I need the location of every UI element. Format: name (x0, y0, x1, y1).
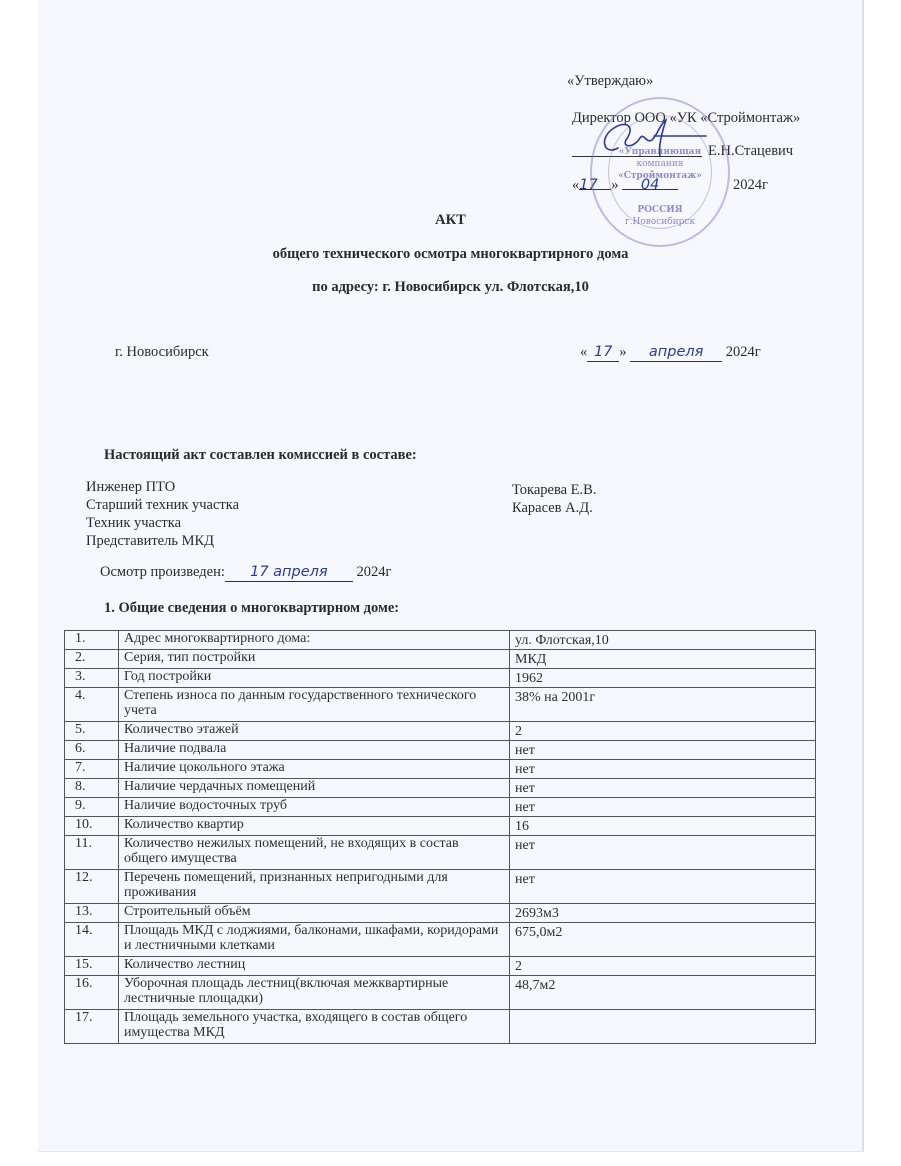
row-label: Перечень помещений, признанных непригодными для проживания (119, 870, 510, 904)
director-signature-icon (596, 118, 716, 160)
row-number: 13. (65, 904, 119, 923)
row-value: нет (510, 836, 816, 870)
role-item: Старший техник участка (86, 497, 240, 513)
row-value: 38% на 2001г (510, 688, 816, 722)
row-label: Наличие цокольного этажа (119, 760, 510, 779)
row-number: 2. (65, 650, 119, 669)
act-date (580, 344, 761, 362)
inspection-year: 2024г (356, 564, 392, 580)
row-number: 3. (65, 669, 119, 688)
approval-day-handwritten: 17 (579, 177, 598, 193)
row-label: Строительный объём (119, 904, 510, 923)
table-row (65, 631, 816, 650)
row-number: 4. (65, 688, 119, 722)
row-number: 12. (65, 870, 119, 904)
row-number: 5. (65, 722, 119, 741)
stamp-line-5: г.Новосибирск (624, 217, 696, 227)
row-value: 48,7м2 (510, 976, 816, 1010)
row-value: 675,0м2 (510, 923, 816, 957)
row-value: 16 (510, 817, 816, 836)
row-number: 17. (65, 1010, 119, 1044)
row-label: Количество этажей (119, 722, 510, 741)
approval-month-handwritten: 04 (640, 177, 660, 193)
commission-heading: Настоящий акт составлен комиссией в составе: (104, 447, 417, 463)
row-label: Серия, тип постройки (119, 650, 510, 669)
inspection-date-handwritten: 17 апреля (250, 564, 328, 580)
building-info-table (64, 630, 816, 1044)
table-row (65, 779, 816, 798)
row-value: нет (510, 798, 816, 817)
close-quote: » (611, 177, 619, 193)
row-value: 2 (510, 722, 816, 741)
row-number: 14. (65, 923, 119, 957)
stamp-line-4: РОССИЯ (637, 205, 683, 215)
row-number: 11. (65, 836, 119, 870)
row-value: МКД (510, 650, 816, 669)
row-number: 8. (65, 779, 119, 798)
document-address: по адресу: г. Новосибирск ул. Флотская,10 (312, 279, 589, 295)
act-day-handwritten: 17 (594, 344, 613, 360)
document-title: АКТ (435, 212, 466, 228)
inspection-label: Осмотр произведен: (100, 564, 225, 580)
row-number: 7. (65, 760, 119, 779)
inspection-date (100, 564, 391, 582)
member-name: Карасев А.Д. (512, 500, 593, 516)
table-row (65, 870, 816, 904)
row-value: нет (510, 741, 816, 760)
table-row (65, 836, 816, 870)
city: г. Новосибирск (115, 344, 209, 360)
row-value: 2693м3 (510, 904, 816, 923)
close-quote: » (619, 344, 627, 360)
row-label: Площадь МКД с лоджиями, балконами, шкафами, коридорами и лестничными клетками (119, 923, 510, 957)
row-number: 10. (65, 817, 119, 836)
table-row (65, 650, 816, 669)
row-label: Уборочная площадь лестниц(включая межквартирные лестничные площадки) (119, 976, 510, 1010)
table-row (65, 798, 816, 817)
role-item: Инженер ПТО (86, 479, 176, 495)
row-label: Площадь земельного участка, входящего в состав общего имущества МКД (119, 1010, 510, 1044)
member-name: Токарева Е.В. (512, 482, 597, 498)
approval-year: 2024г (733, 177, 768, 193)
row-value: 2 (510, 957, 816, 976)
table-row (65, 688, 816, 722)
table-row (65, 722, 816, 741)
table-row (65, 976, 816, 1010)
table-row (65, 904, 816, 923)
row-number: 15. (65, 957, 119, 976)
table-row (65, 1010, 816, 1044)
row-label: Наличие подвала (119, 741, 510, 760)
table-row (65, 741, 816, 760)
commission-names (512, 481, 596, 517)
row-number: 9. (65, 798, 119, 817)
row-value: 1962 (510, 669, 816, 688)
act-year: 2024г (725, 344, 761, 360)
stamp-line-2: компания (636, 159, 684, 169)
row-number: 16. (65, 976, 119, 1010)
row-value: ул. Флотская,10 (510, 631, 816, 650)
row-label: Количество нежилых помещений, не входящих в состав общего имущества (119, 836, 510, 870)
table-row (65, 957, 816, 976)
row-label: Адрес многоквартирного дома: (119, 631, 510, 650)
section-heading: 1. Общие сведения о многоквартирном доме: (104, 600, 400, 616)
table-row (65, 923, 816, 957)
act-month-handwritten: апреля (648, 344, 704, 360)
row-label: Количество квартир (119, 817, 510, 836)
approve-label: «Утверждаю» (567, 73, 654, 89)
row-number: 6. (65, 741, 119, 760)
row-label: Наличие водосточных труб (119, 798, 510, 817)
row-label: Наличие чердачных помещений (119, 779, 510, 798)
table-row (65, 669, 816, 688)
row-value (510, 1010, 816, 1044)
role-item: Техник участка (86, 515, 182, 531)
row-value: нет (510, 760, 816, 779)
row-value: нет (510, 870, 816, 904)
role-item: Представитель МКД (86, 533, 215, 549)
director-line: Директор ООО «УК «Строймонтаж» (572, 110, 801, 126)
table-row (65, 760, 816, 779)
stamp-line-1: «Управляющая (618, 147, 702, 157)
row-number: 1. (65, 631, 119, 650)
open-quote: « (572, 177, 580, 193)
stamp-line-3: «Строймонтаж» (618, 171, 702, 181)
row-label: Год постройки (119, 669, 510, 688)
open-quote: « (580, 344, 588, 360)
row-value: нет (510, 779, 816, 798)
row-label: Степень износа по данным государственного технического учета (119, 688, 510, 722)
document-subtitle: общего технического осмотра многоквартирного дома (272, 246, 629, 262)
director-name: Е.Н.Стацевич (708, 143, 794, 159)
table-row (65, 817, 816, 836)
row-label: Количество лестниц (119, 957, 510, 976)
commission-roles (86, 478, 239, 550)
